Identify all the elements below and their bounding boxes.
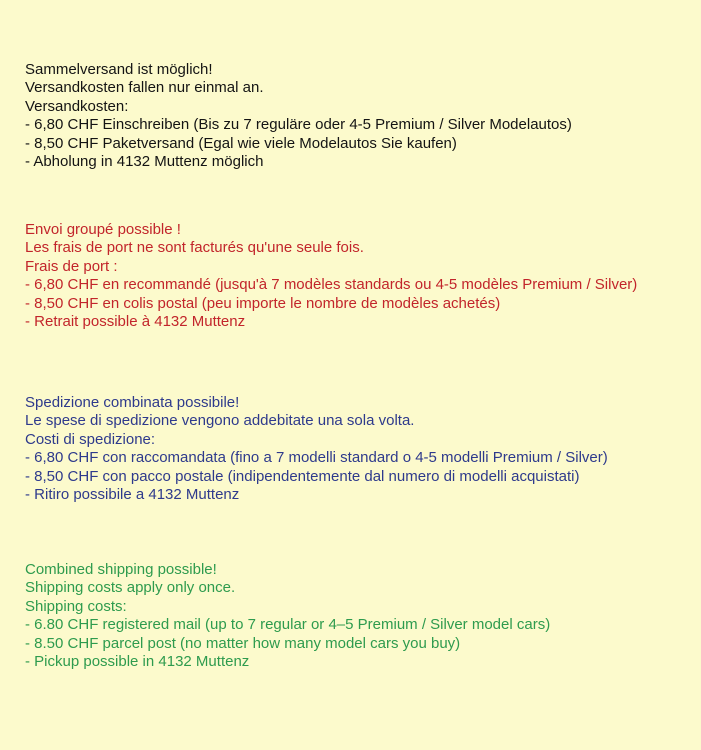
shipping-costs-label-fr: Frais de port : <box>25 257 118 275</box>
shipping-option-pickup-de: - Abholung in 4132 Muttenz möglich <box>25 153 264 171</box>
shipping-option-pickup-it: - Ritiro possibile a 4132 Muttenz <box>25 486 240 504</box>
shipping-costs-label-it: Costi di spedizione: <box>25 430 156 448</box>
shipping-option-parcel-de: - 8,50 CHF Paketversand (Egal wie viele Modelautos Sie kaufen) <box>25 134 457 152</box>
shipping-headline-en: Combined shipping possible! <box>25 561 217 578</box>
shipping-option-parcel-it: - 8,50 CHF con pacco postale (indipendentemente dal numero di modelli acquistati) <box>25 467 580 485</box>
shipping-headline-de: Sammelversand ist möglich! <box>25 61 213 78</box>
shipping-option-parcel-fr: - 8,50 CHF en colis postal (peu importe le nombre de modèles achetés) <box>25 294 501 312</box>
shipping-option-registered-fr: - 6,80 CHF en recommandé (jusqu'à 7 modèles standards ou 4-5 modèles Premium / Silver) <box>25 276 638 294</box>
shipping-info-italian <box>25 394 608 504</box>
shipping-note-en: Shipping costs apply only once. <box>25 579 236 597</box>
shipping-note-it: Le spese di spedizione vengono addebitate una sola volta. <box>25 412 415 430</box>
shipping-option-registered-en: - 6.80 CHF registered mail (up to 7 regular or 4–5 Premium / Silver model cars) <box>25 616 551 634</box>
shipping-costs-label-de: Versandkosten: <box>25 97 129 115</box>
shipping-info-english <box>25 561 550 671</box>
shipping-info-german <box>25 61 572 171</box>
shipping-note-fr: Les frais de port ne sont facturés qu'une seule fois. <box>25 239 364 257</box>
shipping-info-french <box>25 221 637 331</box>
shipping-headline-it: Spedizione combinata possibile! <box>25 394 240 411</box>
shipping-note-de: Versandkosten fallen nur einmal an. <box>25 79 264 97</box>
shipping-option-pickup-fr: - Retrait possible à 4132 Muttenz <box>25 313 246 331</box>
shipping-option-parcel-en: - 8.50 CHF parcel post (no matter how many model cars you buy) <box>25 634 461 652</box>
shipping-option-pickup-en: - Pickup possible in 4132 Muttenz <box>25 653 250 671</box>
shipping-option-registered-de: - 6,80 CHF Einschreiben (Bis zu 7 reguläre oder 4-5 Premium / Silver Modelautos) <box>25 116 572 134</box>
shipping-option-registered-it: - 6,80 CHF con raccomandata (fino a 7 modelli standard o 4-5 modelli Premium / Silver) <box>25 449 608 467</box>
shipping-headline-fr: Envoi groupé possible ! <box>25 221 181 238</box>
shipping-costs-label-en: Shipping costs: <box>25 597 127 615</box>
